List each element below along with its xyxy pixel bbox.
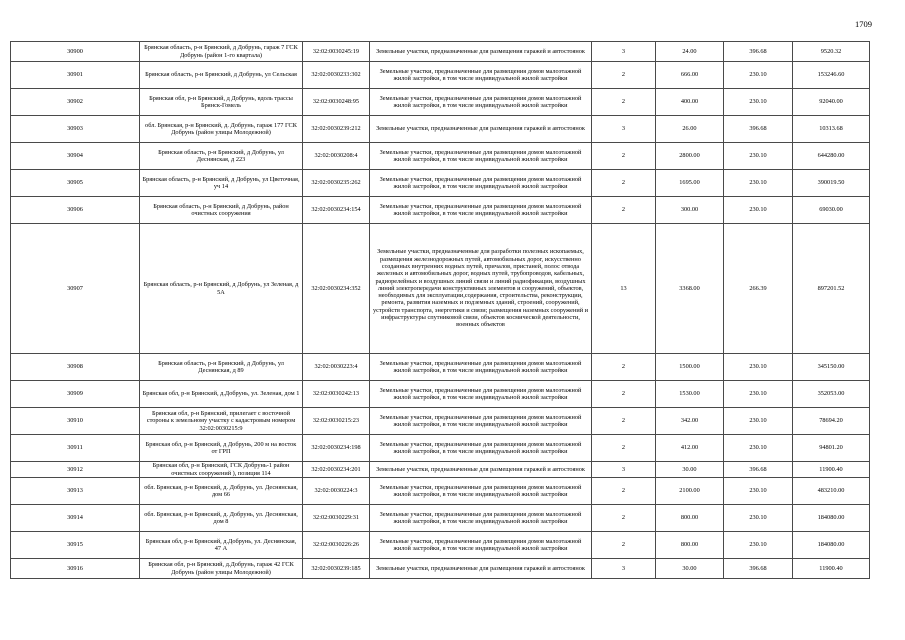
row-cadastral-value: 897201.52: [793, 224, 870, 354]
row-area: 342.00: [656, 408, 724, 435]
row-area: 1500.00: [656, 354, 724, 381]
row-cadastral-number: 32:02:0030226:26: [303, 532, 370, 559]
row-address: Брянская область, р-н Брянский, д Добрунь, ул Деснянская, д 89: [140, 354, 303, 381]
row-cadastral-number: 32:02:0030234:352: [303, 224, 370, 354]
row-land-use: Земельные участки, предназначенные для размещения домов малоэтажной жилой застройки, в том числе индивидуальной жилой застройки: [370, 435, 592, 462]
row-area: 800.00: [656, 532, 724, 559]
row-cadastral-value: 11900.40: [793, 462, 870, 478]
row-id: 30905: [11, 170, 140, 197]
page-number: 1709: [855, 19, 872, 29]
row-land-use: Земельные участки, предназначенные для размещения домов малоэтажной жилой застройки, в том числе индивидуальной жилой застройки: [370, 381, 592, 408]
row-land-use: Земельные участки, предназначенные для размещения домов малоэтажной жилой застройки, в том числе индивидуальной жилой застройки: [370, 408, 592, 435]
row-area: 1695.00: [656, 170, 724, 197]
row-group: 2: [592, 170, 656, 197]
row-area: 666.00: [656, 62, 724, 89]
row-area: 1530.00: [656, 381, 724, 408]
row-address: Брянская обл, р-н Брянский, д.Добрунь, гараж 42 ГСК Добрунь (район улицы Молодежной): [140, 559, 303, 579]
row-id: 30910: [11, 408, 140, 435]
row-area: 800.00: [656, 505, 724, 532]
table-body: [11, 42, 870, 579]
row-address: обл. Брянская, р-н Брянский, д. Добрунь, гараж 177 ГСК Добрунь (район улицы Молодежной): [140, 116, 303, 143]
table-row: [11, 381, 870, 408]
row-group: 2: [592, 354, 656, 381]
table-row: [11, 532, 870, 559]
row-id: 30900: [11, 42, 140, 62]
row-group: 2: [592, 143, 656, 170]
row-cadastral-value: 94801.20: [793, 435, 870, 462]
row-area: 30.00: [656, 462, 724, 478]
row-land-use: Земельные участки, предназначенные для размещения домов малоэтажной жилой застройки, в том числе индивидуальной жилой застройки: [370, 354, 592, 381]
table-row: [11, 354, 870, 381]
table-row: [11, 408, 870, 435]
row-land-use: Земельные участки, предназначенные для размещения домов малоэтажной жилой застройки, в том числе индивидуальной жилой застройки: [370, 478, 592, 505]
table-row: [11, 62, 870, 89]
row-id: 30903: [11, 116, 140, 143]
row-group: 3: [592, 559, 656, 579]
row-unit-value: 396.68: [724, 116, 793, 143]
row-land-use: Земельные участки, предназначенные для размещения гаражей и автостоянок: [370, 559, 592, 579]
row-id: 30902: [11, 89, 140, 116]
row-land-use: Земельные участки, предназначенные для размещения домов малоэтажной жилой застройки, в том числе индивидуальной жилой застройки: [370, 170, 592, 197]
row-cadastral-number: 32:02:0030239:212: [303, 116, 370, 143]
row-cadastral-value: 483210.00: [793, 478, 870, 505]
row-cadastral-value: 78694.20: [793, 408, 870, 435]
row-unit-value: 230.10: [724, 143, 793, 170]
row-cadastral-value: 153246.60: [793, 62, 870, 89]
row-group: 2: [592, 197, 656, 224]
row-area: 24.00: [656, 42, 724, 62]
row-land-use: Земельные участки, предназначенные для размещения гаражей и автостоянок: [370, 42, 592, 62]
table-row: [11, 478, 870, 505]
row-cadastral-value: 11900.40: [793, 559, 870, 579]
row-address: Брянская область, р-н Брянский, д Добрунь, ул Сельская: [140, 62, 303, 89]
row-land-use: Земельные участки, предназначенные для размещения домов малоэтажной жилой застройки, в том числе индивидуальной жилой застройки: [370, 89, 592, 116]
row-area: 2100.00: [656, 478, 724, 505]
table-row: [11, 197, 870, 224]
row-address: Брянская обл, р-н Брянский, прилегает с восточной стороны к земельному участку с кадастровым номером 32:02:0030215:9: [140, 408, 303, 435]
row-cadastral-number: 32:02:0030233:302: [303, 62, 370, 89]
row-land-use: Земельные участки, предназначенные для размещения гаражей и автостоянок: [370, 116, 592, 143]
cadastral-value-table: [10, 41, 870, 579]
row-area: 26.00: [656, 116, 724, 143]
row-group: 2: [592, 62, 656, 89]
row-group: 2: [592, 435, 656, 462]
row-id: 30913: [11, 478, 140, 505]
row-group: 3: [592, 116, 656, 143]
row-land-use: Земельные участки, предназначенные для размещения домов малоэтажной жилой застройки, в том числе индивидуальной жилой застройки: [370, 62, 592, 89]
row-cadastral-value: 10313.68: [793, 116, 870, 143]
row-id: 30914: [11, 505, 140, 532]
row-address: Брянская область, р-н Брянский, д Добрунь, ул Цветочная, уч 14: [140, 170, 303, 197]
row-id: 30915: [11, 532, 140, 559]
row-cadastral-number: 32:02:0030234:154: [303, 197, 370, 224]
row-id: 30904: [11, 143, 140, 170]
row-land-use: Земельные участки, предназначенные для размещения домов малоэтажной жилой застройки, в том числе индивидуальной жилой застройки: [370, 532, 592, 559]
table-row: [11, 505, 870, 532]
row-land-use: Земельные участки, предназначенные для размещения домов малоэтажной жилой застройки, в том числе индивидуальной жилой застройки: [370, 197, 592, 224]
row-cadastral-number: 32:02:0030248:95: [303, 89, 370, 116]
row-unit-value: 230.10: [724, 505, 793, 532]
row-cadastral-value: 184080.00: [793, 532, 870, 559]
row-unit-value: 230.10: [724, 478, 793, 505]
row-id: 30907: [11, 224, 140, 354]
row-unit-value: 396.68: [724, 559, 793, 579]
row-address: Брянская область, р-н Брянский, д Добрунь, район очистных сооружения: [140, 197, 303, 224]
row-unit-value: 396.68: [724, 462, 793, 478]
row-unit-value: 230.10: [724, 62, 793, 89]
row-cadastral-value: 184080.00: [793, 505, 870, 532]
row-unit-value: 266.39: [724, 224, 793, 354]
row-unit-value: 230.10: [724, 89, 793, 116]
row-address: Брянская обл, р-н Брянский, д Добрунь, 200 м на восток от ГРП: [140, 435, 303, 462]
row-id: 30916: [11, 559, 140, 579]
row-land-use: Земельные участки, предназначенные для размещения гаражей и автостоянок: [370, 462, 592, 478]
row-area: 2800.00: [656, 143, 724, 170]
row-id: 30906: [11, 197, 140, 224]
row-land-use: Земельные участки, предназначенные для размещения домов малоэтажной жилой застройки, в том числе индивидуальной жилой застройки: [370, 143, 592, 170]
row-cadastral-number: 32:02:0030242:13: [303, 381, 370, 408]
row-cadastral-number: 32:02:0030229:31: [303, 505, 370, 532]
row-id: 30909: [11, 381, 140, 408]
row-group: 2: [592, 505, 656, 532]
row-land-use: Земельные участки, предназначенные для размещения домов малоэтажной жилой застройки, в том числе индивидуальной жилой застройки: [370, 505, 592, 532]
row-group: 2: [592, 381, 656, 408]
row-unit-value: 230.10: [724, 170, 793, 197]
row-cadastral-number: 32:02:0030234:201: [303, 462, 370, 478]
row-address: обл. Брянская, р-н Брянский, д. Добрунь, ул. Деснянская, дом 66: [140, 478, 303, 505]
row-group: 2: [592, 89, 656, 116]
row-cadastral-value: 352053.00: [793, 381, 870, 408]
row-address: Брянская обл, р-н Брянский, д.Добрунь, ул. Зеленая, дом 1: [140, 381, 303, 408]
row-address: Брянская обл, р-н Брянский, д Добрунь, вдоль трассы Брянск-Гомель: [140, 89, 303, 116]
row-unit-value: 230.10: [724, 435, 793, 462]
row-unit-value: 230.10: [724, 408, 793, 435]
row-cadastral-value: 345150.00: [793, 354, 870, 381]
row-group: 13: [592, 224, 656, 354]
row-address: Брянская область, р-н Брянский, д Добрунь, ул Зеленая, д 5А: [140, 224, 303, 354]
row-address: Брянская обл, р-н Брянский, д.Добрунь, ул. Деснянская, 47 А: [140, 532, 303, 559]
row-unit-value: 230.10: [724, 381, 793, 408]
table-row: [11, 462, 870, 478]
row-cadastral-value: 69030.00: [793, 197, 870, 224]
table-row: [11, 42, 870, 62]
table-row: [11, 224, 870, 354]
row-unit-value: 396.68: [724, 42, 793, 62]
row-id: 30901: [11, 62, 140, 89]
row-group: 2: [592, 478, 656, 505]
row-cadastral-value: 92040.00: [793, 89, 870, 116]
row-address: обл. Брянская, р-н Брянский, д. Добрунь, ул. Деснянская, дом 8: [140, 505, 303, 532]
row-cadastral-number: 32:02:0030208:4: [303, 143, 370, 170]
row-unit-value: 230.10: [724, 197, 793, 224]
row-cadastral-number: 32:02:0030245:19: [303, 42, 370, 62]
row-area: 300.00: [656, 197, 724, 224]
table-row: [11, 435, 870, 462]
table-row: [11, 89, 870, 116]
row-address: Брянская область, р-н Брянский, д Добрунь, гараж 7 ГСК Добрунь (район 1-го квартала): [140, 42, 303, 62]
row-area: 412.00: [656, 435, 724, 462]
row-area: 30.00: [656, 559, 724, 579]
row-cadastral-number: 32:02:0030224:3: [303, 478, 370, 505]
row-cadastral-value: 390019.50: [793, 170, 870, 197]
row-group: 3: [592, 42, 656, 62]
row-group: 2: [592, 532, 656, 559]
row-address: Брянская область, р-н Брянский, д Добрунь, ул Деснянская, д 223: [140, 143, 303, 170]
row-id: 30908: [11, 354, 140, 381]
row-group: 2: [592, 408, 656, 435]
row-id: 30911: [11, 435, 140, 462]
row-cadastral-number: 32:02:0030239:185: [303, 559, 370, 579]
row-id: 30912: [11, 462, 140, 478]
row-group: 3: [592, 462, 656, 478]
table-row: [11, 170, 870, 197]
row-cadastral-number: 32:02:0030223:4: [303, 354, 370, 381]
row-land-use: Земельные участки, предназначенные для разработки полезных ископаемых, размещения железнодорожных путей, автомобильных дорог, искусственно созданных внутренних водных путей, причалов, пристаней, полос отвода железных и автомобильных дорог, водных путей, трубопроводов, кабельных, радиорелейных и воздушных линий связи и линий радиофикации, воздушных линий электропередачи конструктивных элементов и сооружений, объектов, необходимых для эксплуатации,содержания, строительства, реконструкции, ремонта, развития наземных и подземных зданий, строений, сооружений, устройств транспорта, энергетики и связи; размещения наземных сооружений и инфраструктуры спутниковой связи, объектов космической деятельности, военных объектов: [370, 224, 592, 354]
row-area: 400.00: [656, 89, 724, 116]
row-cadastral-value: 9520.32: [793, 42, 870, 62]
row-unit-value: 230.10: [724, 532, 793, 559]
row-address: Брянская обл, р-н Брянский, ГСК Добрунь-1 район очистных сооружений ), позиция 114: [140, 462, 303, 478]
row-area: 3368.00: [656, 224, 724, 354]
row-cadastral-value: 644280.00: [793, 143, 870, 170]
row-cadastral-number: 32:02:0030235:262: [303, 170, 370, 197]
row-cadastral-number: 32:02:0030215:23: [303, 408, 370, 435]
table-row: [11, 143, 870, 170]
row-unit-value: 230.10: [724, 354, 793, 381]
row-cadastral-number: 32:02:0030234:198: [303, 435, 370, 462]
table-row: [11, 559, 870, 579]
table-row: [11, 116, 870, 143]
